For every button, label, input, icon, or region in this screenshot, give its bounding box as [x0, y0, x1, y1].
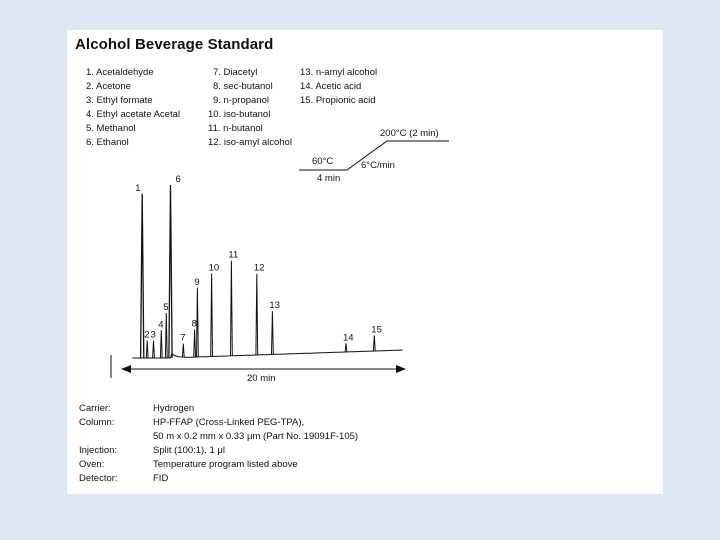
chromatogram-trace	[132, 350, 402, 358]
time-axis-label: 20 min	[247, 373, 276, 384]
peak-7	[182, 344, 184, 358]
temp-rate: 6°C/min	[361, 160, 395, 171]
peak-15	[373, 335, 375, 351]
peak-14	[345, 343, 347, 352]
time-axis	[121, 365, 406, 384]
document-page	[67, 30, 663, 494]
compound-3: 3. Ethyl formate	[86, 95, 153, 106]
temp-hold: 4 min	[317, 173, 341, 184]
peak-label-7: 7	[180, 332, 186, 344]
peak-label-15: 15	[371, 324, 382, 336]
peak-6	[169, 185, 172, 358]
cond-value-column: HP-FFAP (Cross-Linked PEG-TPA),	[153, 417, 305, 428]
compound-6: 6. Ethanol	[86, 137, 129, 148]
cond-label-column: Column:	[79, 417, 115, 428]
cond-label-injection: Injection:	[79, 445, 118, 456]
temp-initial: 60°C	[312, 156, 334, 167]
chromatogram-chart	[67, 30, 663, 400]
peak-label-10: 10	[208, 262, 220, 274]
cond-value-oven: Temperature program listed above	[153, 459, 298, 470]
peak-label-8: 8	[191, 318, 197, 330]
temp-final: 200°C (2 min)	[380, 128, 439, 139]
compound-14: 14. Acetic acid	[300, 81, 362, 92]
right-arrow-icon	[396, 365, 406, 373]
compound-4: 4. Ethyl acetate Acetal	[86, 109, 181, 120]
cond-label-oven: Oven:	[79, 459, 105, 470]
cond-value-carrier: Hydrogen	[153, 403, 195, 414]
peak-11	[231, 261, 233, 356]
peak-8	[194, 329, 196, 357]
cond-value-injection: Split (100:1), 1 μl	[153, 445, 226, 456]
page-title: Alcohol Beverage Standard	[75, 36, 274, 53]
peak-2	[146, 341, 148, 358]
peak-label-5: 5	[163, 302, 169, 314]
compound-11: 11. n-butanol	[208, 123, 263, 134]
compound-10: 10. iso-butanol	[208, 109, 271, 120]
compound-9: 9. n-propanol	[213, 95, 269, 106]
peak-label-13: 13	[269, 300, 280, 312]
compound-5: 5. Methanol	[86, 123, 136, 134]
peak-label-2: 2	[144, 329, 150, 341]
compound-15: 15. Propionic acid	[300, 95, 376, 106]
compound-1: 1. Acetaldehyde	[86, 67, 154, 78]
cond-value-column-dims: 50 m x 0.2 mm x 0.33 μm (Part No. 19091F-105)	[153, 431, 359, 442]
peak-label-6: 6	[175, 174, 181, 185]
peak-5	[165, 313, 167, 358]
compound-8: 8. sec-butanol	[213, 81, 273, 92]
peak-12	[256, 274, 258, 355]
peak-13	[272, 311, 274, 354]
peak-label-9: 9	[194, 276, 200, 288]
peak-label-11: 11	[228, 249, 239, 261]
compound-2: 2. Acetone	[86, 81, 131, 92]
temperature-program-diagram	[299, 128, 449, 184]
compound-12: 12. iso-amyl alcohol	[208, 137, 292, 148]
cond-value-detector: FID	[153, 473, 169, 484]
peak-label-3: 3	[150, 329, 156, 341]
peak-4	[160, 330, 162, 358]
peak-label-4: 4	[158, 319, 164, 331]
left-arrow-icon	[121, 365, 131, 373]
compound-7: 7. Diacetyl	[213, 67, 258, 78]
cond-label-carrier: Carrier:	[79, 403, 111, 414]
cond-label-detector: Detector:	[79, 473, 118, 484]
peak-label-14: 14	[343, 332, 354, 344]
peak-10	[211, 274, 213, 357]
peak-label-12: 12	[253, 262, 265, 274]
peak-label-1: 1	[135, 182, 141, 194]
compound-13: 13. n-amyl alcohol	[300, 67, 378, 78]
peak-3	[153, 341, 155, 358]
